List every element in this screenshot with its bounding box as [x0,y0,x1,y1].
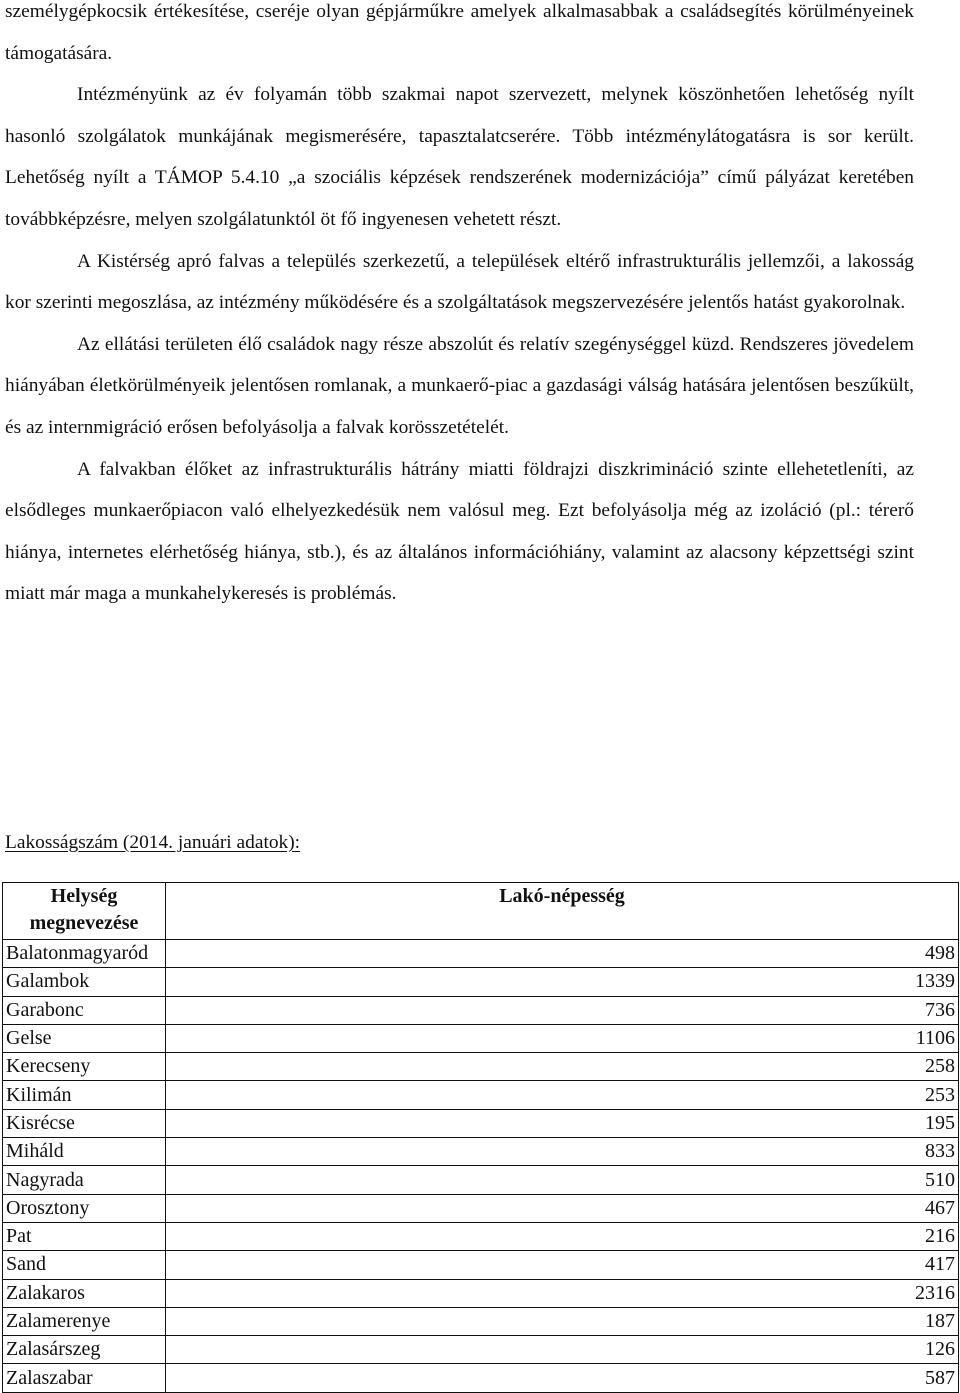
table-row [3,940,959,968]
population-value: 1339 [166,968,959,996]
population-value: 253 [166,1081,959,1109]
population-value: 1106 [166,1024,959,1052]
settlement-name: Miháld [3,1138,166,1166]
population-value: 2316 [166,1279,959,1307]
table-row [3,1336,959,1364]
table-header-row [3,883,959,940]
settlement-name: Zalaszabar [3,1364,166,1392]
table-row [3,1081,959,1109]
table-row [3,1307,959,1335]
table-row [3,1109,959,1137]
table-row [3,1194,959,1222]
population-value: 498 [166,940,959,968]
paragraph-subregion: A Kistérség apró falvas a település szerkezetű, a települések eltérő infrastrukturális jellemzői, a lakosság kor szerinti megoszlása, az intézmény működésére és a szolgáltatások megszervezésére jelentős hatást gyakorolnak. [5,250,914,314]
population-value: 833 [166,1138,959,1166]
settlement-name: Zalakaros [3,1279,166,1307]
population-value: 467 [166,1194,959,1222]
table-row [3,1138,959,1166]
paragraph-vehicles: személygépkocsik értékesítése, cseréje olyan gépjárműkre amelyek alkalmasabbak a családsegítés körülményeinek támogatására. [5,1,914,64]
settlement-name: Zalamerenye [3,1307,166,1335]
population-value: 417 [166,1251,959,1279]
settlement-name: Nagyrada [3,1166,166,1194]
population-value: 195 [166,1109,959,1137]
settlement-name: Kisrécse [3,1109,166,1137]
population-table [2,882,959,1393]
paragraph-poverty: Az ellátási területen élő családok nagy része abszolút és relatív szegénységgel küzd. Rendszeres jövedelem hiányában életkörülményeik jelentősen romlanak, a munkaerő-piac a gazdasági válság hatására jelentősen beszűkült, és az internmigráció erősen befolyásolja a falvak korösszetételét. [5,333,914,438]
table-row [3,1024,959,1052]
table-row [3,1279,959,1307]
settlement-name: Galambok [3,968,166,996]
settlement-name: Kerecseny [3,1053,166,1081]
settlement-name: Orosztony [3,1194,166,1222]
settlement-name: Gelse [3,1024,166,1052]
table-row [3,1364,959,1392]
settlement-name: Zalasárszeg [3,1336,166,1364]
population-value: 216 [166,1222,959,1250]
table-row [3,1166,959,1194]
population-value: 187 [166,1307,959,1335]
population-section-title: Lakosságszám (2014. januári adatok): [5,832,301,853]
settlement-name: Kilimán [3,1081,166,1109]
header-settlement-name: Helység megnevezése [3,883,166,940]
population-value: 587 [166,1364,959,1392]
document-page [0,0,960,615]
population-value: 736 [166,996,959,1024]
table-row [3,1222,959,1250]
population-value: 258 [166,1053,959,1081]
settlement-name: Garabonc [3,996,166,1024]
population-value: 126 [166,1336,959,1364]
table-row [3,996,959,1024]
paragraph-discrimination: A falvakban élőket az infrastrukturális hátrány miatti földrajzi diszkrimináció szinte ellehetetleníti, az elsődleges munkaerőpiacon való elhelyezkedésük nem valósul meg. Ezt befolyásolja még az izoláció (pl.: térerő hiánya, internetes elérhetőség hiánya, stb.), és az általános információhiány, valamint az alacsony képzettségi szint miatt már maga a munkahelykeresés is problémás. [5,458,914,605]
paragraph-professional-days: Intézményünk az év folyamán több szakmai napot szervezett, melynek köszönhetően lehetőség nyílt hasonló szolgálatok munkájának megismerésére, tapasztalatcserére. Több intézménylátogatásra is sor került. Lehetőség nyílt a TÁMOP 5.4.10 „a szociális képzések rendszerének modernizációja” című pályázat keretében továbbképzésre, melyen szolgálatunktól öt fő ingyenesen vehetett részt. [5,84,914,230]
settlement-name: Pat [3,1222,166,1250]
settlement-name: Sand [3,1251,166,1279]
population-value: 510 [166,1166,959,1194]
table-row [3,1053,959,1081]
header-population: Lakó-népesség [166,883,959,940]
table-row [3,1251,959,1279]
table-row [3,968,959,996]
settlement-name: Balatonmagyaród [3,940,166,968]
